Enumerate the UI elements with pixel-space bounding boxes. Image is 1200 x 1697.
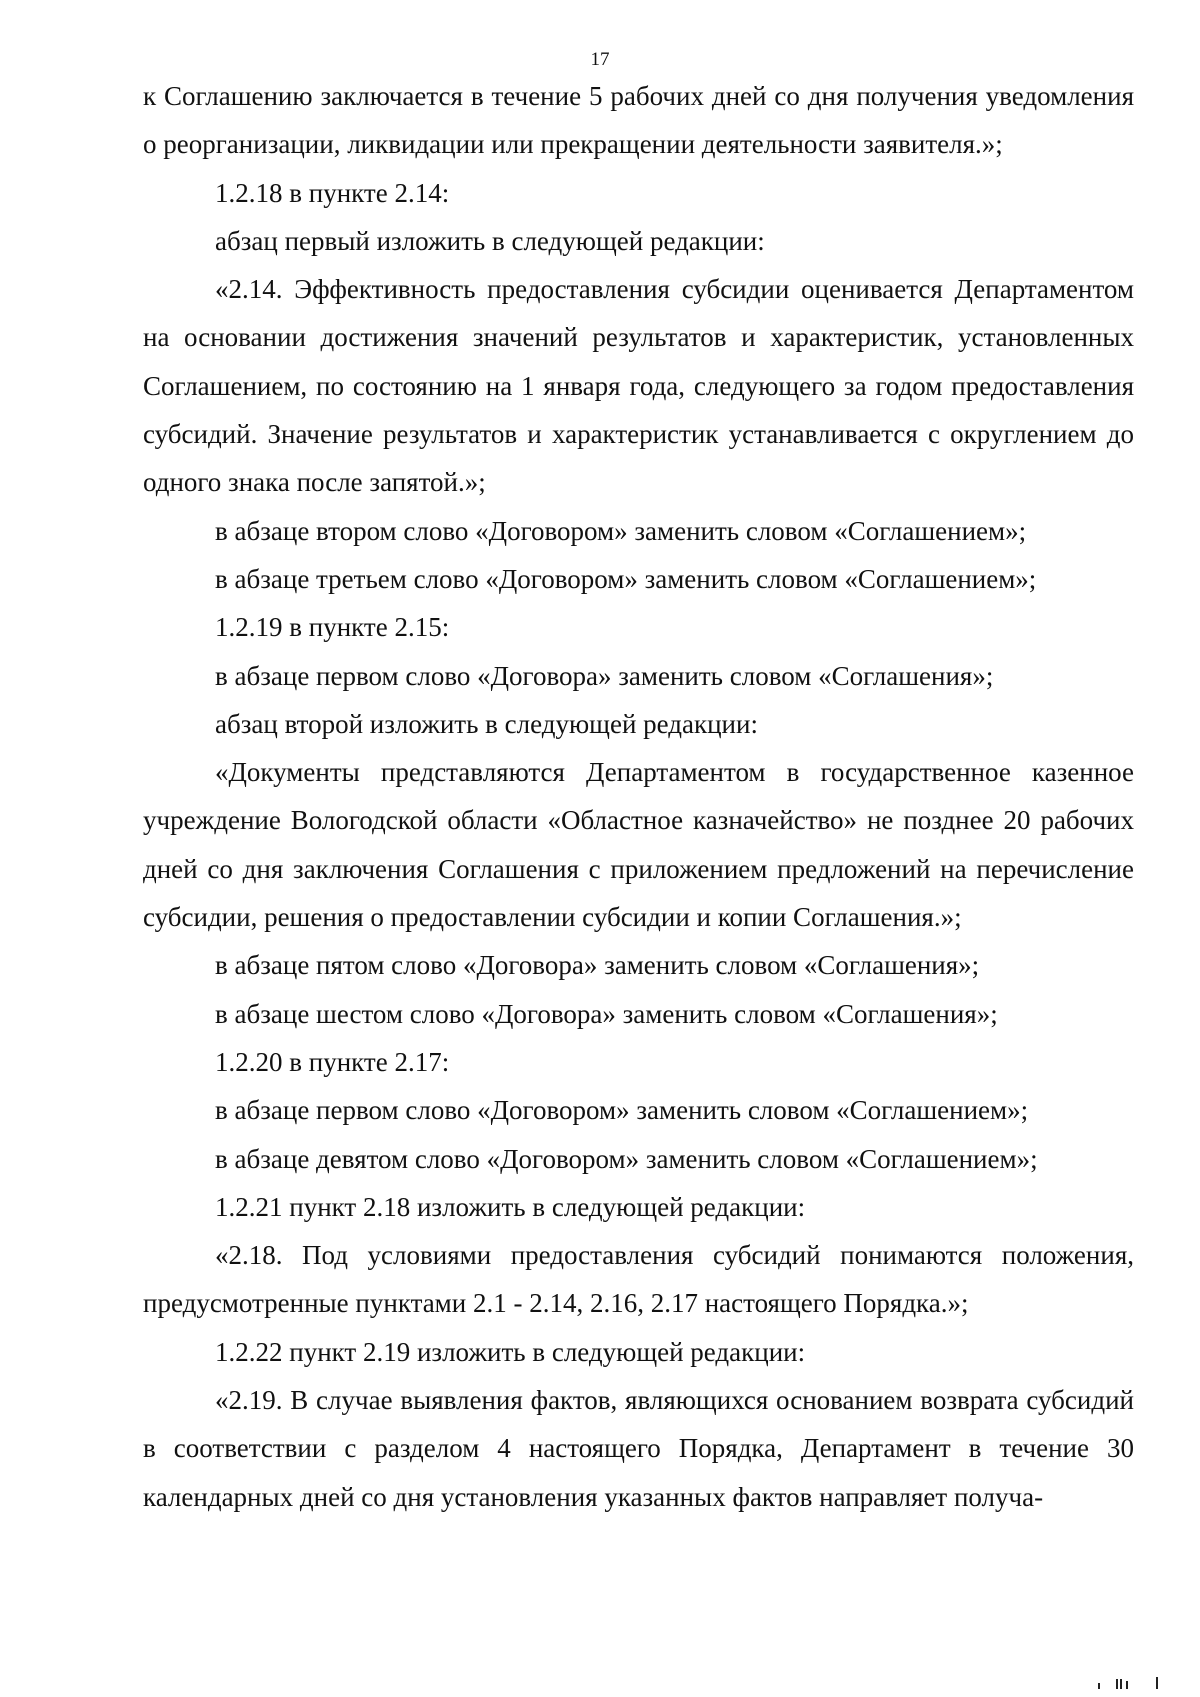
scan-artifact-marks (1040, 1675, 1160, 1689)
paragraph: в абзаце пятом слово «Договора» заменить словом «Соглашения»; (215, 950, 980, 981)
paragraph: 1.2.19 в пункте 2.15: (215, 612, 450, 643)
paragraph: «2.19. В случае выявления фактов, являющихся основанием возврата субсидий в соответствии с разделом 4 настоящего Порядка, Департамент в течение 30 календарных дней со дня установления указанных фактов направляет получа- (143, 1385, 1134, 1512)
paragraph: в абзаце девятом слово «Договором» заменить словом «Соглашением»; (215, 1143, 1038, 1174)
paragraph: в абзаце втором слово «Договором» заменить словом «Соглашением»; (215, 515, 1027, 546)
paragraph: абзац второй изложить в следующей редакции: (215, 708, 758, 739)
paragraph: «2.18. Под условиями предоставления субсидий понимаются положения, предусмотренные пунктами 2.1 - 2.14, 2.16, 2.17 настоящего Порядка.»; (143, 1240, 1134, 1319)
paragraph: в абзаце первом слово «Договора» заменить словом «Соглашения»; (215, 660, 994, 691)
paragraph: 1.2.21 пункт 2.18 изложить в следующей редакции: (215, 1191, 806, 1222)
paragraph: в абзаце шестом слово «Договора» заменить словом «Соглашения»; (215, 998, 998, 1029)
paragraph: в абзаце первом слово «Договором» заменить словом «Соглашением»; (215, 1095, 1029, 1126)
paragraph: «2.14. Эффективность предоставления субсидии оценивается Департаментом на основании достижения значений результатов и характеристик, установленных Соглашением, по состоянию на 1 января года, следующего за годом предоставления субсидий. Значение результатов и характеристик устанавливается с округлением до одного знака после запятой.»; (143, 274, 1134, 498)
paragraph: «Документы представляются Департаментом в государственное казенное учреждение Вологодской области «Областное казначейство» не позднее 20 рабочих дней со дня заключения Соглашения с приложением предложений на перечисление субсидии, решения о предоставлении субсидии и копии Соглашения.»; (143, 757, 1134, 933)
paragraph: абзац первый изложить в следующей редакции: (215, 225, 765, 256)
paragraph: в абзаце третьем слово «Договором» заменить словом «Соглашением»; (215, 563, 1037, 594)
document-body (143, 72, 1134, 1521)
paragraph: 1.2.20 в пункте 2.17: (215, 1046, 450, 1077)
paragraph: к Соглашению заключается в течение 5 рабочих дней со дня получения уведомления о реорганизации, ликвидации или прекращении деятельности заявителя.»; (143, 81, 1134, 160)
page-number: 17 (590, 49, 610, 70)
paragraph: 1.2.22 пункт 2.19 изложить в следующей редакции: (215, 1336, 806, 1367)
paragraph: 1.2.18 в пункте 2.14: (215, 177, 450, 208)
